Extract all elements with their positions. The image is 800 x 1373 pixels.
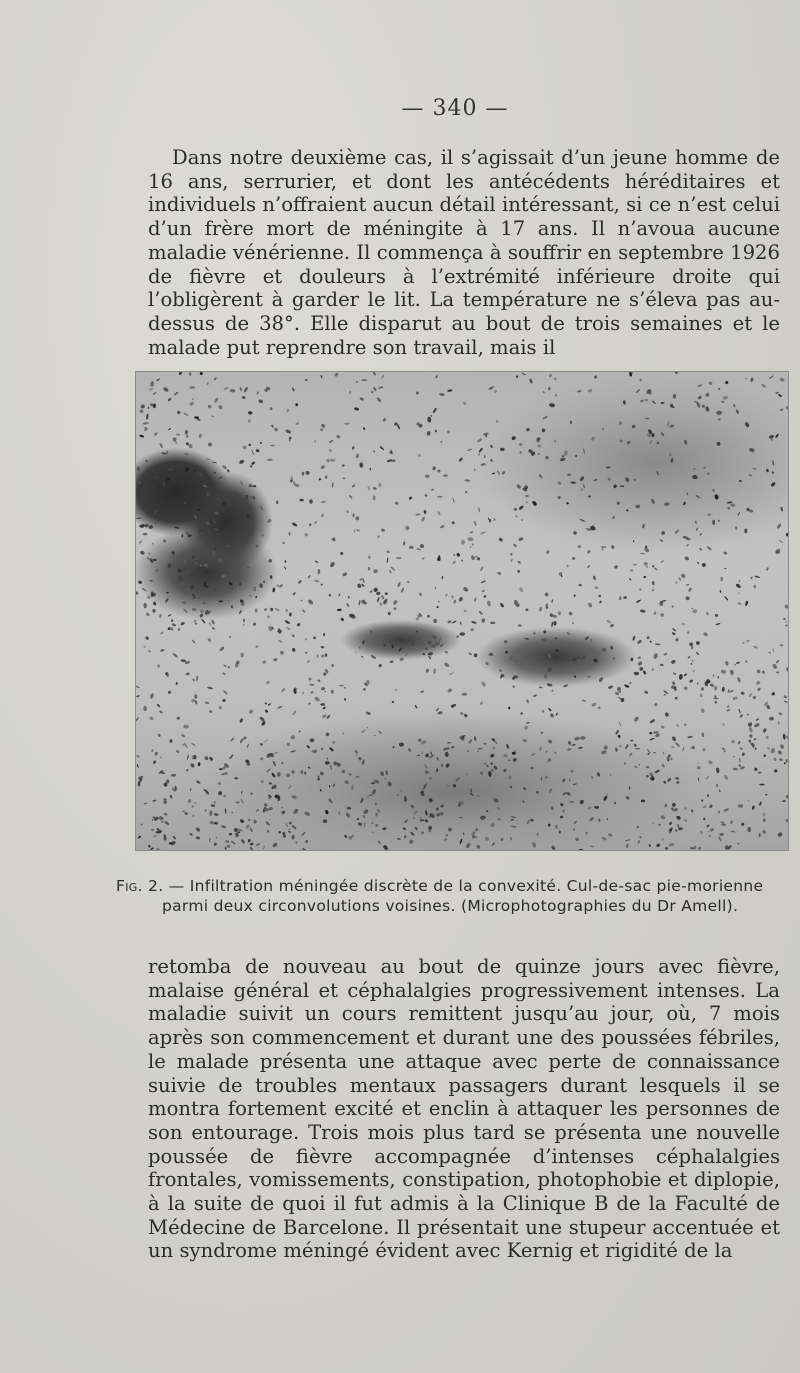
paragraph-bottom-text: retomba de nouveau au bout de quinze jours avec fièvre, malaise général et céphalalgies progressivement intenses. La maladie suivit un cours remittent jusqu’au jour, où, 7 mois après son commencement et durant une des poussées fébriles, le malade présenta une attaque avec perte de connaissance suivie de troubles mentaux passagers durant lesquels il se montra fortement excité et enclin à attaquer les personnes de son entourage. Trois mois plus tard se présenta une nouvelle poussée de fièvre accompagnée d’intenses céphalalgies frontales, vomissements, constipation, photophobie et diplopie, à la suite de quoi il fut admis à la Clinique B de la Faculté de Médecine de Barcelone. Il présentait une stupeur accentuée et un syndrome méningé évident avec Kernig et rigidité de la [148, 955, 780, 1263]
figure-caption-line2: parmi deux circonvolutions voisines. (Microphotographies du Dr Amell). [162, 897, 739, 915]
page-number: — 340 — [401, 96, 509, 121]
paragraph-top [148, 146, 780, 359]
micrograph-figure [136, 372, 788, 850]
figure-label: Fig. 2. [116, 877, 164, 895]
figure-caption-line1: — Infiltration méningée discrète de la convexité. Cul-de-sac pie-morienne [168, 877, 764, 895]
paragraph-bottom [148, 955, 780, 1263]
figure-caption [116, 876, 796, 916]
paragraph-top-text: Dans notre deuxième cas, il s’agissait d’un jeune homme de 16 ans, serrurier, et dont les antécédents héréditaires et individuels n’offraient aucun détail intéressant, si ce n’est celui d’un frère mort de méningite à 17 ans. Il n’avoua aucune maladie vénérienne. Il commença à souffrir en septembre 1926 de fièvre et douleurs à l’extrémité inférieure droite qui l’obligèrent à garder le lit. La température ne s’éleva pas au-dessus de 38°. Elle disparut au bout de trois semaines et le malade put reprendre son travail, mais il [148, 146, 780, 359]
micrograph-image [136, 372, 788, 850]
